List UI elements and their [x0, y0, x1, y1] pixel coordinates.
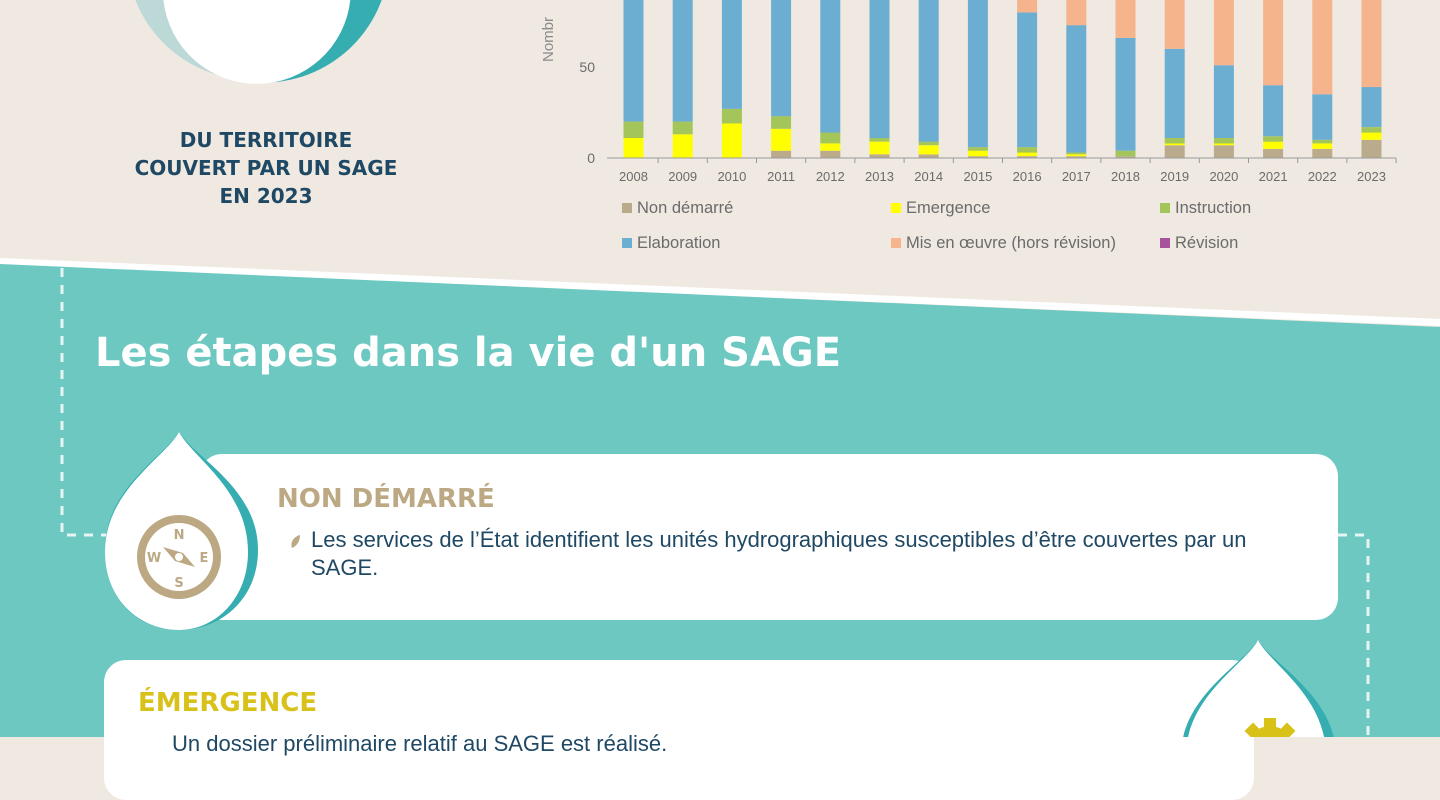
- legend-label: Instruction: [1175, 198, 1252, 217]
- x-tick-label: 2018: [1111, 169, 1140, 184]
- compass-letter-n: N: [173, 528, 185, 543]
- step-card-emergence: [104, 660, 1254, 800]
- compass-letter-e: E: [199, 551, 209, 566]
- step-title: NON DÉMARRÉ: [277, 484, 495, 514]
- compass-icon: [137, 515, 221, 599]
- step-description: Les services de l’État identifient les unités hydrographiques susceptibles d’être couvertes par un SAGE.: [311, 527, 1247, 580]
- compass-letter-s: S: [174, 576, 184, 591]
- donut-caption-line-1: DU TERRITOIRE: [179, 128, 353, 152]
- x-tick-label: 2023: [1357, 169, 1386, 184]
- step-description: Un dossier préliminaire relatif au SAGE est réalisé.: [172, 731, 668, 756]
- x-tick-label: 2012: [815, 169, 845, 184]
- legend-label: Elaboration: [637, 233, 721, 252]
- donut-caption-line-2: COUVERT PAR UN SAGE: [134, 156, 398, 180]
- y-tick-label: 0: [587, 150, 595, 166]
- step-card-non-demarre: [200, 454, 1338, 620]
- donut-caption-line-3: EN 2023: [219, 184, 313, 208]
- water-drop-gear: [1176, 636, 1340, 737]
- water-drop-compass: [100, 428, 264, 634]
- x-tick-label: 2013: [865, 169, 894, 184]
- x-tick-label: 2009: [668, 169, 698, 184]
- y-axis-label: Nombr: [540, 16, 557, 62]
- x-tick-label: 2020: [1209, 169, 1239, 184]
- x-tick-label: 2010: [717, 169, 747, 184]
- legend-label: Révision: [1175, 233, 1239, 252]
- step-title: ÉMERGENCE: [138, 688, 318, 718]
- compass-letter-w: W: [146, 551, 162, 566]
- legend-label: Non démarré: [637, 198, 734, 217]
- x-tick-label: 2019: [1160, 169, 1190, 184]
- x-tick-label: 2021: [1258, 169, 1288, 184]
- x-tick-label: 2022: [1307, 169, 1337, 184]
- legend-label: Mis en œuvre (hors révision): [906, 233, 1116, 252]
- x-tick-label: 2016: [1012, 169, 1042, 184]
- x-tick-label: 2011: [767, 169, 796, 184]
- x-tick-label: 2017: [1061, 169, 1091, 184]
- leaf-bullet-icon: [290, 534, 301, 549]
- y-tick-label: 50: [579, 59, 595, 75]
- x-tick-label: 2014: [914, 169, 944, 184]
- section-title: Les étapes dans la vie d'un SAGE: [95, 330, 842, 376]
- legend-label: Emergence: [906, 198, 991, 217]
- x-tick-label: 2015: [963, 169, 993, 184]
- x-tick-label: 2008: [619, 169, 648, 184]
